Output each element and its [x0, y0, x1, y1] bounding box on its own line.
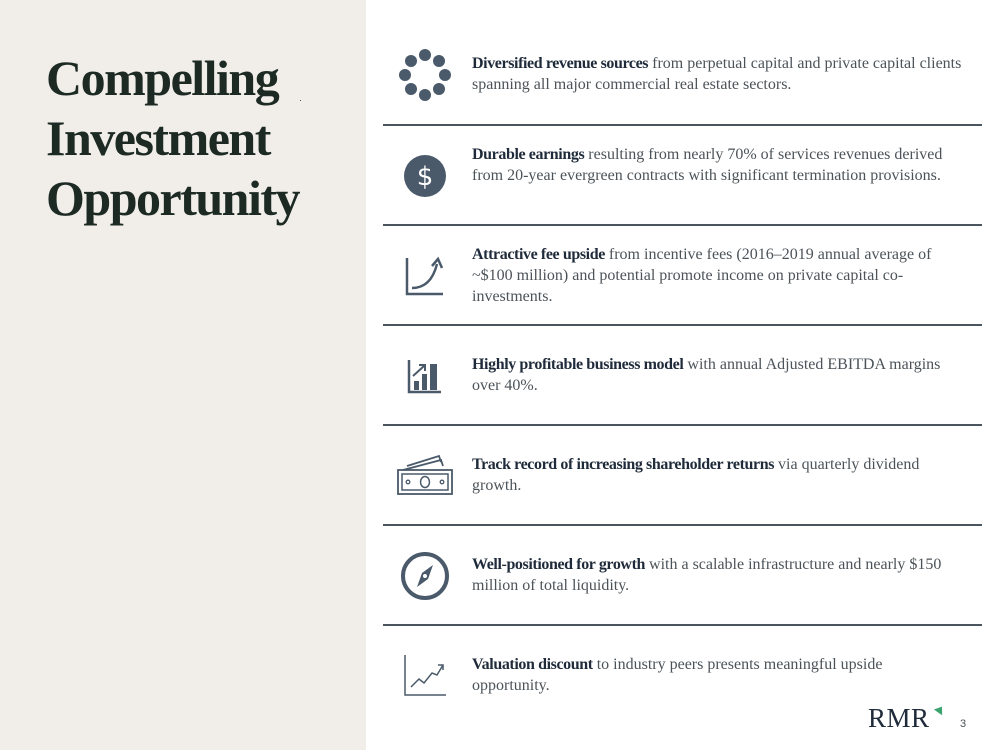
item-text [472, 144, 962, 186]
item-description: via quarterly dividend growth. [472, 456, 920, 494]
left-panel [0, 0, 366, 750]
item-description: resulting from nearly 70% of services revenues derived from 20-year evergreen contracts with significant termination provisions. [472, 146, 943, 184]
item-heading: Attractive fee upside [472, 246, 605, 263]
diversified-dots-icon [395, 25, 455, 125]
item-text [472, 654, 962, 696]
line-chart-up-icon [395, 626, 455, 726]
item-description: to industry peers presents meaningful upside opportunity. [472, 656, 883, 694]
item-text [472, 53, 962, 95]
item-heading: Valuation discount [472, 656, 593, 673]
list-item-growth-positioned [383, 526, 982, 626]
list-item-profitable-model [383, 326, 982, 426]
growth-curve-icon [395, 226, 455, 326]
dollar-circle-icon [395, 126, 455, 226]
list-item-shareholder-returns [383, 426, 982, 526]
list-item-fee-upside [383, 226, 982, 326]
item-text [472, 354, 962, 396]
compass-icon [395, 526, 455, 626]
stray-dot [300, 100, 301, 101]
item-text [472, 454, 962, 496]
title-line-3: Opportunity [46, 170, 300, 226]
list-item-diversified-revenue [383, 25, 982, 125]
title-line-1: Compelling [46, 50, 279, 106]
item-heading: Track record of increasing shareholder returns [472, 456, 775, 473]
money-bills-icon [395, 426, 455, 526]
page-number: 3 [960, 718, 967, 730]
title-line-2: Investment [46, 110, 270, 166]
item-description: from perpetual capital and private capital clients spanning all major commercial real estate sectors. [472, 55, 962, 93]
svg-text:$: $ [416, 162, 434, 192]
item-description: with annual Adjusted EBITDA margins over 40%. [472, 356, 941, 394]
item-heading: Well-positioned for growth [472, 556, 646, 573]
item-heading: Diversified revenue sources [472, 55, 649, 72]
item-heading: Durable earnings [472, 146, 585, 163]
rmr-logo: RMR [868, 703, 930, 733]
item-heading: Highly profitable business model [472, 356, 684, 373]
page-title [46, 48, 299, 228]
item-text [472, 554, 962, 596]
item-text [472, 244, 962, 307]
item-description: with a scalable infrastructure and nearly $150 million of total liquidity. [472, 556, 942, 594]
bar-chart-icon [395, 326, 455, 426]
list-item-durable-earnings [383, 126, 982, 226]
item-description: from incentive fees (2016–2019 annual average of ~$100 million) and potential promote income on private capital co-investments. [472, 246, 932, 305]
